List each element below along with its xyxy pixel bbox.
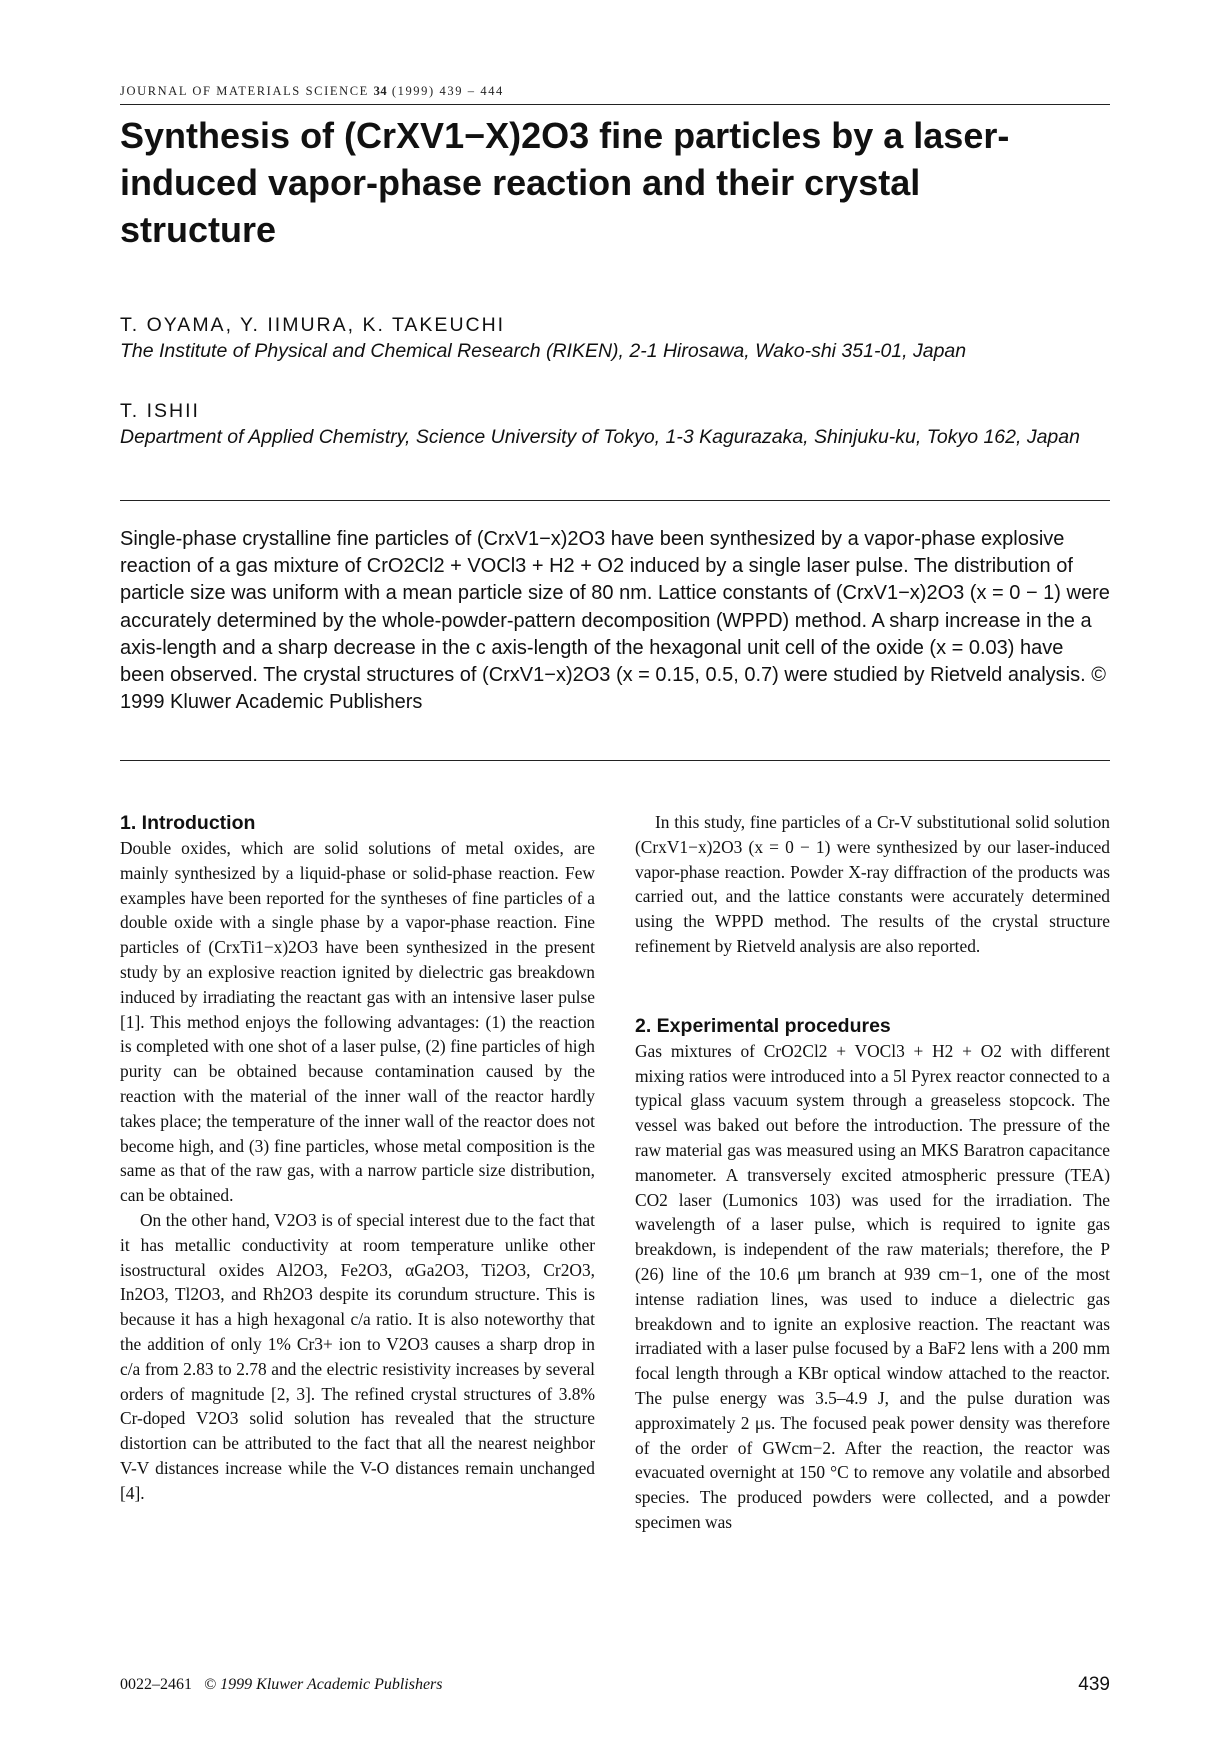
journal-page xyxy=(120,0,1110,1748)
abstract-bottom-rule xyxy=(120,760,1110,761)
journal-name: JOURNAL OF MATERIALS SCIENCE xyxy=(120,84,369,98)
intro-paragraph-2: On the other hand, V2O3 is of special interest due to the fact that it has metallic conductivity at room temperature unlike other isostructural oxides Al2O3, Fe2O3, αGa2O3, Ti2O3, Cr2O3, In2O3, Tl2O3, and Rh2O3 despite its corundum structure. This is because it has a high hexagonal c/a ratio. It is also noteworthy that the addition of only 1% Cr3+ ion to V2O3 causes a sharp drop in c/a from 2.83 to 2.78 and the electric resistivity increases by several orders of magnitude [2, 3]. The refined crystal structures of 3.8% Cr-doped V2O3 solid solution has revealed that the structure distortion can be attributed to the fact that all the nearest neighbor V-V distances increase while the V-O distances remain unchanged [4]. xyxy=(120,1209,595,1503)
footer-issn-copyright xyxy=(120,1676,443,1694)
experimental-paragraph-1: Gas mixtures of CrO2Cl2 + VOCl3 + H2 + O2 with different mixing ratios were introduced into a 5l Pyrex reactor connected to a typical glass vacuum system through a greaseless stopcock. The vessel was baked out before the introduction. The pressure of the raw material gas was measured using an MKS Baratron capacitance manometer. A transversely excited atmospheric pressure (TEA) CO2 laser (Lumonics 103) was used for the irradiation. The wavelength of a laser pulse, which is required to ignite gas breakdown, is independent of the raw materials; therefore, the P (26) line of the 10.6 μm branch at 939 cm−1, one of the most intense radiation lines, was used to induce a dielectric gas breakdown and to ignite an explosive reaction. The reactant was irradiated with a laser pulse focused by a BaF2 lens with a 200 mm focal length through a KBr optical window attached to the reactor. The pulse energy was 3.5–4.9 J, and the pulse duration was approximately 2 μs. The focused peak power density was therefore of the order of GWcm−2. After the reaction, the reactor was evacuated overnight at 150 °C to remove any volatile and absorbed species. The produced powders were collected, and a powder specimen was xyxy=(635,1040,1110,1532)
affiliation-1: The Institute of Physical and Chemical Research (RIKEN), 2-1 Hirosawa, Wako-shi 351-01, Japan xyxy=(120,340,967,362)
footer-copyright: © 1999 Kluwer Academic Publishers xyxy=(204,1676,443,1693)
header-rule xyxy=(120,104,1110,105)
left-column xyxy=(120,810,595,1506)
page-number: 439 xyxy=(1078,1674,1110,1695)
journal-volume: 34 xyxy=(373,84,388,98)
intro-paragraph-1: Double oxides, which are solid solutions of metal oxides, are mainly synthesized by a liquid-phase or solid-phase reaction. Few examples have been reported for the syntheses of fine particles of a double oxide with a single phase by a vapor-phase reaction. Fine particles of (CrxTi1−x)2O3 have been synthesized in the present study by an explosive reaction ignited by dielectric gas breakdown induced by irradiating the reactant gas with an intensive laser pulse [1]. This method enjoys the following advantages: (1) the reaction is completed with one shot of a laser pulse, (2) fine particles of high purity can be obtained because contamination caused by the reaction with the material of the inner wall of the reactor hardly takes place; the temperature of the inner wall of the reactor does not become high, and (3) fine particles, whose metal composition is the same as that of the raw gas, with a narrow particle size distribution, can be obtained. xyxy=(120,838,595,1206)
journal-year-pages: (1999) 439 – 444 xyxy=(391,84,504,98)
intro-paragraph-3: In this study, fine particles of a Cr-V substitutional solid solution (CrxV1−x)2O3 (x = 0 − 1) were synthesized by our laser-induced vapor-phase reaction. Powder X-ray diffraction of the products was carried out, and the lattice constants were accurately determined using the WPPD method. The results of the crystal structure refinement by Rietveld analysis are also reported. xyxy=(635,812,1110,956)
affiliation-2: Department of Applied Chemistry, Science University of Tokyo, 1-3 Kagurazaka, Shinjuku-ku, Tokyo 162, Japan xyxy=(120,426,1080,448)
paper-title: Synthesis of (CrXV1−X)2O3 fine particles by a laser-induced vapor-phase reaction and their crystal structure xyxy=(120,115,1010,250)
author-list-1: T. OYAMA, Y. IIMURA, K. TAKEUCHI xyxy=(120,314,506,336)
author-list-2: T. ISHII xyxy=(120,400,200,422)
footer-issn: 0022–2461 xyxy=(120,1676,192,1693)
running-head xyxy=(120,84,504,99)
section-heading-experimental: 2. Experimental procedures xyxy=(635,1014,891,1037)
section-heading-introduction: 1. Introduction xyxy=(120,812,256,834)
abstract: Single-phase crystalline fine particles of (CrxV1−x)2O3 have been synthesized by a vapor-phase explosive reaction of a gas mixture of CrO2Cl2 + VOCl3 + H2 + O2 induced by a single laser pulse. The distribution of particle size was uniform with a mean particle size of 80 nm. Lattice constants of (CrxV1−x)2O3 (x = 0 − 1) were accurately determined by the whole-powder-pattern decomposition (WPPD) method. A sharp increase in the a axis-length and a sharp decrease in the c axis-length of the hexagonal unit cell of the oxide (x = 0.03) have been observed. The crystal structures of (CrxV1−x)2O3 (x = 0.15, 0.5, 0.7) were studied by Rietveld analysis. © 1999 Kluwer Academic Publishers xyxy=(120,528,1110,714)
right-column xyxy=(635,810,1110,1535)
abstract-top-rule xyxy=(120,500,1110,501)
